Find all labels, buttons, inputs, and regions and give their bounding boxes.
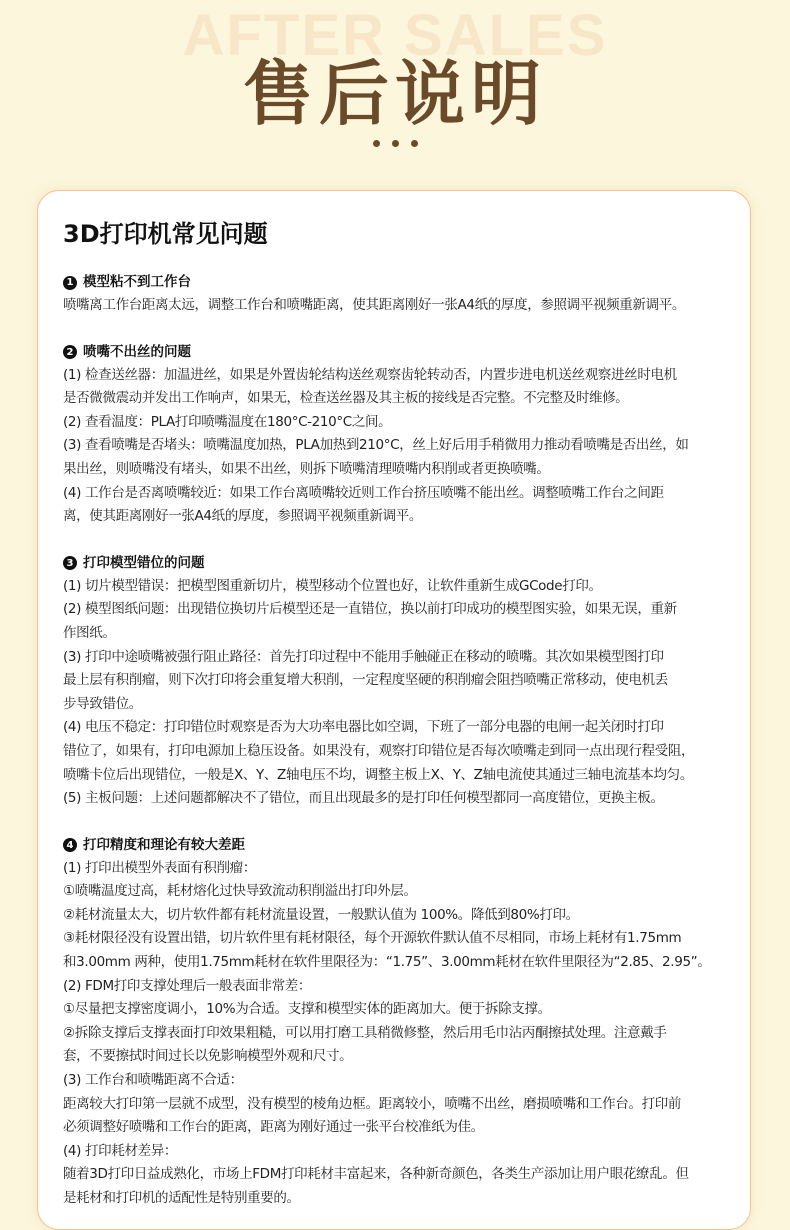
section-text-line: (2) 模型图纸问题：出现错位换切片后模型还是一直错位，换以前打印成功的模型图实验，如果无误，重新	[63, 601, 677, 618]
section-text-line: 步导致错位。	[63, 695, 142, 712]
dot	[411, 140, 418, 147]
section-text-line: (1) 打印出模型外表面有积削瘤：	[63, 859, 256, 876]
section-text-line: (4) 工作台是否离喷嘴较近：如果工作台离喷嘴较近则工作台挤压喷嘴不能出丝。调整喷嘴工作台之间距	[63, 484, 664, 501]
dot	[392, 140, 399, 147]
section-text-line: ③耗材限径没有设置出错，切片软件里有耗材限径，每个开源软件默认值不尽相同，市场上耗材有1.75mm	[63, 930, 682, 947]
section-text-line: 作图纸。	[63, 624, 116, 641]
section-number-badge: 4	[63, 838, 77, 852]
section-text-line: 果出丝，则喷嘴没有堵头，如果不出丝，则拆下喷嘴清理喷嘴内积削或者更换喷嘴。	[63, 460, 550, 477]
section-text-line: ②拆除支撑后支撑表面打印效果粗糙，可以用打磨工具稍微修整，然后用毛巾沾丙酮擦拭处理。注意戴手	[63, 1024, 667, 1041]
section-text-line: 喷嘴卡位后出现错位，一般是X、Y、Z轴电压不均，调整主板上X、Y、Z轴电流使其通过三轴电流基本均匀。	[63, 766, 693, 783]
section-text-line: (3) 查看喷嘴是否堵头：喷嘴温度加热，PLA加热到210°C，丝上好后用手稍微用力推动看喷嘴是否出丝，如	[63, 437, 689, 454]
header-watermark: AFTER SALES	[182, 3, 608, 68]
section-number-badge: 2	[63, 345, 77, 359]
section-text-line: 是否微微震动并发出工作响声，如果无，检查送丝器及其主板的接线是否完整。不完整及时维修。	[63, 390, 629, 407]
section-text-line: 和3.00mm 两种，使用1.75mm耗材在软件里限径为：“1.75”、3.00mm耗材在软件里限径为“2.85、2.95”。	[63, 954, 711, 971]
page-title: 售后说明	[243, 53, 547, 135]
section-heading-text: 打印精度和理论有较大差距	[83, 836, 245, 853]
section-number-badge: 3	[63, 556, 77, 570]
section-text-line: 错位了，如果有，打印电源加上稳压设备。如果没有，观察打印错位是否每次喷嘴走到同一点出现行程受阻，	[63, 742, 695, 759]
title-dots	[0, 140, 790, 147]
section-text-line: (5) 主板问题：上述问题都解决不了错位，而且出现最多的是打印任何模型都同一高度错位，更换主板。	[63, 790, 664, 807]
section-text-line: ①喷嘴温度过高，耗材熔化过快导致流动积削溢出打印外层。	[63, 883, 417, 900]
section-heading	[63, 552, 724, 575]
faq-card	[37, 190, 751, 1230]
faq-section	[63, 834, 724, 1211]
section-heading	[63, 834, 724, 857]
section-text-line: 喷嘴离工作台距离太远，调整工作台和喷嘴距离，使其距离刚好一张A4纸的厚度，参照调平视频重新调平。	[63, 297, 686, 313]
section-heading	[63, 271, 724, 294]
section-text-line: (4) 打印耗材差异：	[63, 1142, 178, 1159]
section-text-line: 是耗材和打印机的适配性是特别重要的。	[63, 1190, 300, 1206]
section-text-line: 必须调整好喷嘴和工作台的距离，距离为刚好通过一张平台校准纸为佳。	[63, 1119, 484, 1136]
section-text-line: ②耗材流量太大，切片软件都有耗材流量设置，一般默认值为 100%。降低到80%打印。	[63, 906, 579, 923]
section-text-line: ①尽量把支撑密度调小，10%为合适。支撑和模型实体的距离加大。便于拆除支撑。	[63, 1001, 551, 1018]
faq-sections	[63, 271, 724, 1211]
section-text-line: 距离较大打印第一层就不成型，没有模型的棱角边框。距离较小，喷嘴不出丝，磨损喷嘴和工作台。打印前	[63, 1095, 682, 1112]
section-text-line: (1) 切片模型错误：把模型图重新切片，模型移动个位置也好，让软件重新生成GCode打印。	[63, 577, 602, 594]
dot	[373, 140, 380, 147]
faq-section	[63, 341, 724, 529]
section-number-badge: 1	[63, 276, 77, 290]
section-text-line: 套，不要擦拭时间过长以免影响模型外观和尺寸。	[63, 1048, 353, 1065]
section-heading-text: 模型粘不到工作台	[83, 274, 191, 290]
section-heading-text: 喷嘴不出丝的问题	[83, 343, 191, 360]
card-title: 3D打印机常见问题	[63, 220, 268, 248]
section-text-line: (2) 查看温度：PLA打印喷嘴温度在180°C-210°C之间。	[63, 413, 392, 430]
section-text-line: (4) 电压不稳定：打印错位时观察是否为大功率电器比如空调，下班了一部分电器的电闸一起关闭时打印	[63, 719, 664, 736]
section-text-line: (3) 打印中途喷嘴被强行阻止路径：首先打印过程中不能用手触碰正在移动的喷嘴。其次如果模型图打印	[63, 648, 664, 665]
section-text-line: (3) 工作台和喷嘴距离不合适：	[63, 1072, 243, 1089]
section-text-line: (1) 检查送丝器：加温进丝，如果是外置齿轮结构送丝观察齿轮转动否，内置步进电机送丝观察进丝时电机	[63, 366, 677, 383]
section-text-line: 离，使其距离刚好一张A4纸的厚度，参照调平视频重新调平。	[63, 508, 423, 525]
section-text-line: 随着3D打印日益成熟化，市场上FDM打印耗材丰富起来，各种新奇颜色，各类生产添加让用户眼花缭乱。但	[63, 1166, 689, 1183]
section-text-line: 最上层有积削瘤，则下次打印将会重复增大积削，一定程度坚硬的积削瘤会阻挡喷嘴正常移动，使电机丢	[63, 672, 668, 689]
section-heading-text: 打印模型错位的问题	[83, 554, 205, 571]
faq-section	[63, 552, 724, 811]
faq-section	[63, 271, 724, 318]
section-heading	[63, 341, 724, 364]
section-text-line: (2) FDM打印支撑处理后一般表面非常差：	[63, 977, 312, 994]
